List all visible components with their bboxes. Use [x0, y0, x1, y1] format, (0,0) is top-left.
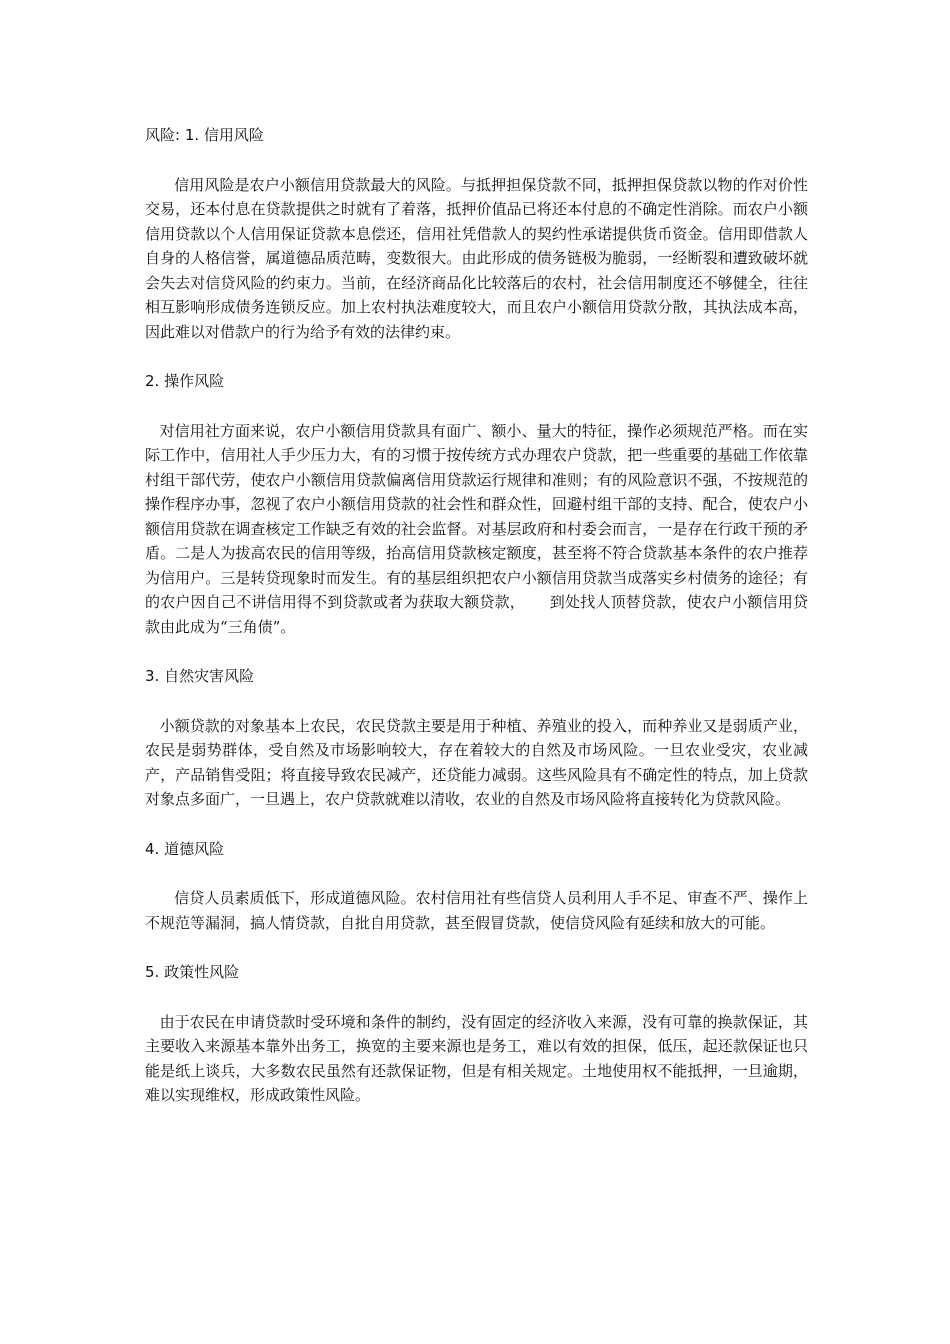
section-paragraph: 由于农民在申请贷款时受环境和条件的制约，没有固定的经济收入来源，没有可靠的换款保证，其主要收入来源基本靠外出务工，换宽的主要来源也是务工，难以有效的担保，低压，起还款保证也只能是纸上谈兵，大多数农民虽然有还款保证物，但是有相关规定。土地使用权不能抵押，一旦逾期，难以实现维权，形成政策性风险。	[145, 1012, 808, 1104]
section-natural-disaster-risk	[145, 664, 808, 812]
section-heading: 风险: 1. 信用风险	[145, 126, 264, 144]
section-paragraph: 小额贷款的对象基本上农民，农民贷款主要是用于种植、养殖业的投入，而种养业又是弱质产业，农民是弱势群体，受自然及市场影响较大，存在着较大的自然及市场风险。一旦农业受灾，农业减产，产品销售受阻；将直接导致农民减产，还贷能力减弱。这些风险具有不确定性的特点，加上贷款对象点多面广，一旦遇上，农户贷款就难以清收，农业的自然及市场风险将直接转化为贷款风险。	[145, 716, 808, 808]
section-heading: 2. 操作风险	[145, 372, 225, 390]
section-operation-risk	[145, 369, 808, 639]
section-heading: 4. 道德风险	[145, 839, 225, 858]
section-paragraph: 对信用社方面来说，农户小额信用贷款具有面广、额小、量大的特征，操作必须规范严格。而在实际工作中，信用社人手少压力大，有的习惯于按传统方式办理农户贷款，把一些重要的基础工作依靠村组干部代劳，使农户小额信用贷款偏离信用贷款运行规律和准则；有的风险意识不强，不按规范的操作程序办事，忽视了农户小额信用贷款的社会性和群众性，回避村组干部的支持、配合，使农户小额信用贷款在调查核定工作缺乏有效的社会监督。对基层政府和村委会而言，一是存在行政干预的矛盾。二是人为拔高农民的信用等级，抬高信用贷款核定额度，甚至将不符合贷款基本条件的农户推荐为信用户。三是转贷现象时而发生。有的基层组织把农户小额信用贷款当成落实乡村债务的途径；有的农户因自己不讲信用得不到贷款或者为获取大额贷款， 到处找人顶替贷款，使农户小额信用贷款由此成为“三角债”。	[145, 421, 808, 636]
section-heading: 3. 自然灾害风险	[145, 667, 255, 685]
section-policy-risk	[145, 960, 808, 1108]
section-credit-risk	[145, 123, 808, 344]
section-paragraph: 信用风险是农户小额信用贷款最大的风险。与抵押担保贷款不同，抵押担保贷款以物的作对价性交易，还本付息在贷款提供之时就有了着落，抵押价值品已将还本付息的不确定性消除。而农户小额信用贷款以个人信用保证贷款本息偿还，信用社凭借款人的契约性承诺提供货币资金。信用即借款人自身的人格信誉，属道德品质范畴，变数很大。由此形成的债务链极为脆弱，一经断裂和遭致破坏就会失去对信贷风险的约束力。当前，在经济商品化比较落后的农村，社会信用制度还不够健全，往往相互影响形成债务连锁反应。加上农村执法难度较大，而且农户小额信用贷款分散，其执法成本高，因此难以对借款户的行为给予有效的法律约束。	[145, 175, 808, 341]
document-page	[145, 123, 808, 1108]
section-moral-risk	[145, 837, 808, 936]
section-paragraph: 信贷人员素质低下，形成道德风险。农村信用社有些信贷人员利用人手不足、审查不严、操作上不规范等漏洞，搞人情贷款，自批自用贷款，甚至假冒贷款，使信贷风险有延续和放大的可能。	[145, 889, 808, 932]
section-heading: 5. 政策性风险	[145, 963, 240, 981]
